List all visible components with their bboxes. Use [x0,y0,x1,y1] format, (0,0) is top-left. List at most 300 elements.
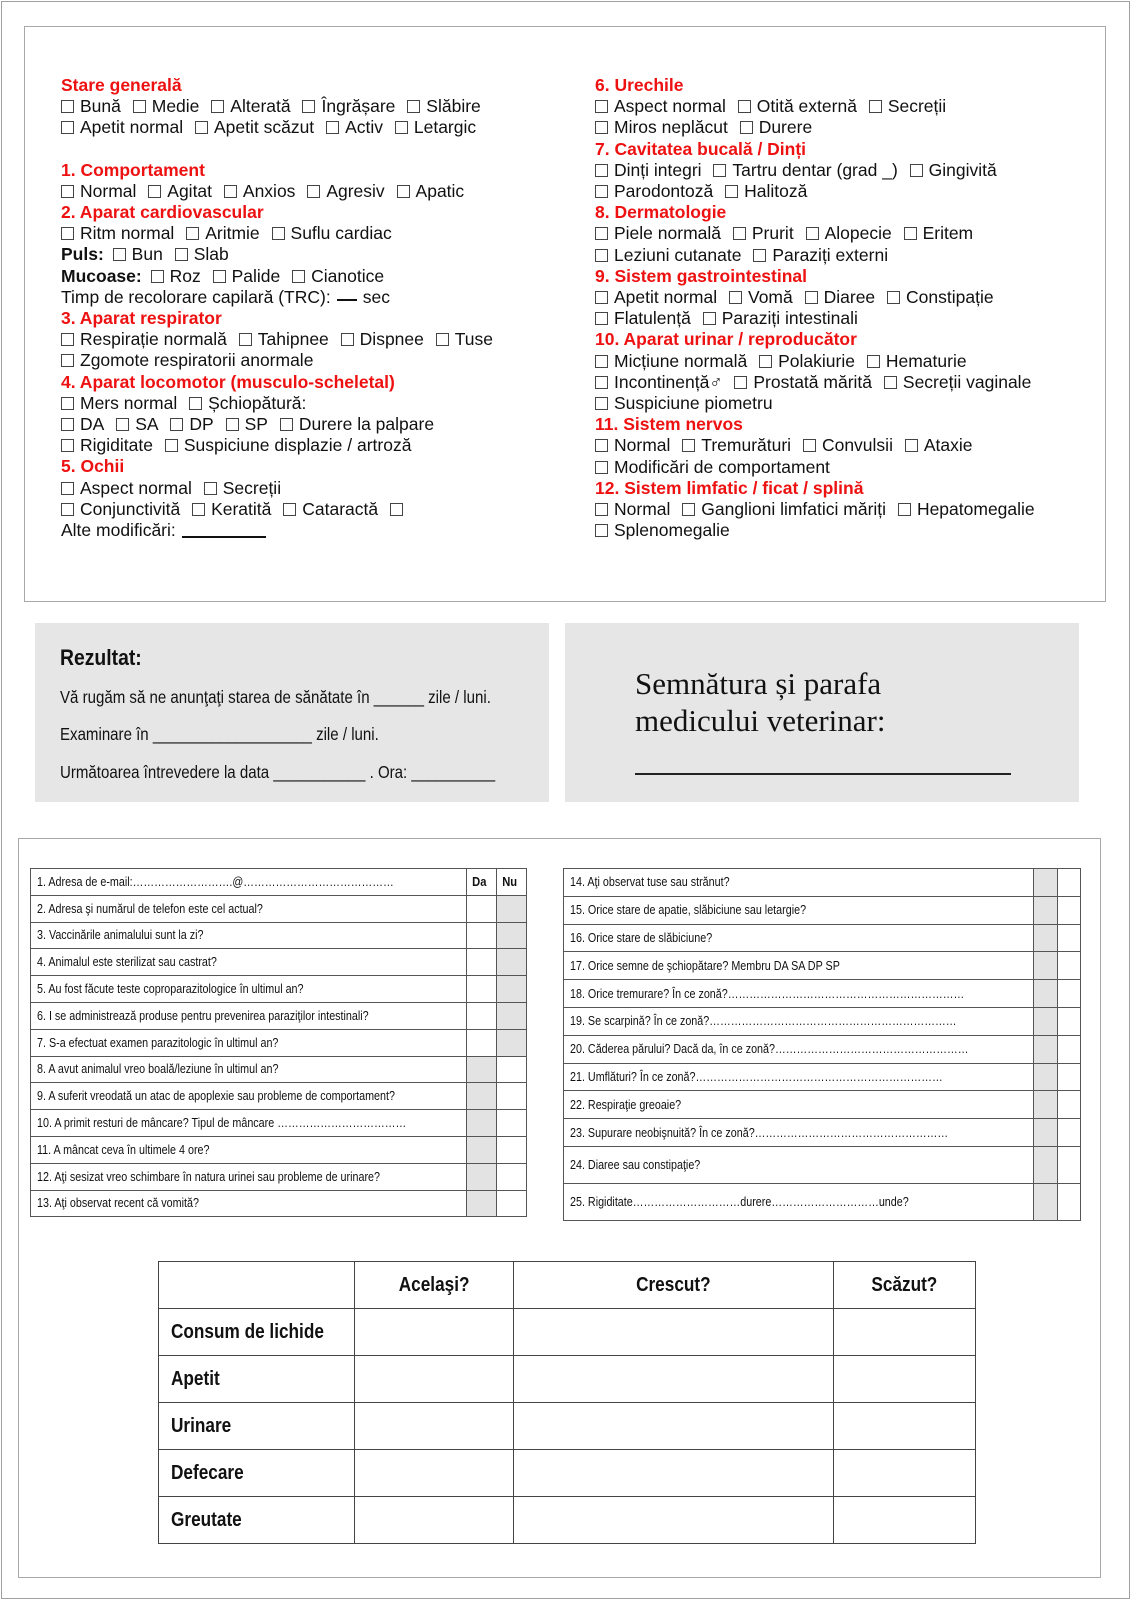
other-changes-row [61,520,561,541]
checkbox[interactable] [595,376,608,389]
checkbox-option[interactable]: Convulsii [803,435,893,455]
checkbox[interactable] [195,121,208,134]
question-cell: 5. Au fost făcute teste coproparazitologice în ultimul an? [31,976,467,1003]
answer-nu-cell[interactable] [1057,1091,1080,1119]
checkbox[interactable] [595,185,608,198]
answer-nu-cell[interactable] [1057,1035,1080,1063]
column-header-decreased: Scăzut? [834,1262,976,1309]
checkbox-option[interactable]: DP [170,414,213,434]
checkbox-option[interactable]: Ataxie [905,435,973,455]
checkbox[interactable] [729,291,742,304]
answer-nu-cell[interactable] [496,1190,526,1217]
cell-increased[interactable] [513,1356,834,1403]
checkbox-option[interactable]: Apatic [397,181,465,201]
cell-increased[interactable] [513,1497,834,1544]
other-changes-label: Alte modificări: [61,520,176,541]
table-row [564,1063,1081,1091]
checkbox[interactable] [806,227,819,240]
checkbox-option[interactable]: Respirație normală [61,329,227,349]
checkbox-option[interactable]: Ganglioni limfatici măriți [682,499,886,519]
option-row [595,160,1095,181]
answer-da-cell[interactable] [1034,1091,1057,1119]
checkbox-option[interactable]: Letargic [395,117,476,137]
answer-da-cell[interactable] [1034,1146,1057,1183]
checkbox-option[interactable]: Zgomote respiratorii anormale [61,350,313,370]
checkbox[interactable] [226,418,239,431]
table-row [159,1403,976,1450]
checkbox[interactable] [725,185,738,198]
cell-same[interactable] [354,1309,513,1356]
checkbox-option[interactable]: Suflu cardiac [272,223,392,243]
checkbox[interactable] [61,185,74,198]
change-comparison-table [158,1261,976,1544]
answer-nu-cell[interactable] [496,1083,526,1110]
checkbox[interactable] [397,185,410,198]
option-row [595,308,1095,329]
option-row [595,435,1095,456]
checkbox[interactable] [595,291,608,304]
checkbox[interactable] [61,482,74,495]
checkbox[interactable] [61,100,74,113]
result-examination-line[interactable]: Examinare în ___________________ zile / luni. [60,724,379,744]
checkbox[interactable] [272,227,285,240]
checkbox-option[interactable]: Roz [151,266,201,286]
checkbox[interactable] [733,227,746,240]
option-row [595,117,1095,138]
checkbox-option[interactable]: Rigiditate [61,435,153,455]
checkbox-option[interactable]: Secreții vaginale [884,372,1031,392]
checkbox-option[interactable]: Flatulență [595,308,691,328]
answer-da-cell[interactable] [467,949,497,976]
answer-nu-cell[interactable] [1057,896,1080,924]
checkbox-option[interactable]: Eritem [904,223,974,243]
mucoase-label: Mucoase: [61,265,142,286]
checkbox-option[interactable] [390,499,409,519]
checkbox-option[interactable]: Aritmie [186,223,259,243]
checkbox-option[interactable]: Tuse [436,329,493,349]
answer-da-cell[interactable] [467,976,497,1003]
checkbox[interactable] [682,503,695,516]
checkbox[interactable] [898,503,911,516]
checkbox-option[interactable]: Modificări de comportament [595,457,830,477]
question-cell: 21. Umflături? În ce zonă?…………………………………………………………… [564,1063,1034,1091]
question-cell: 3. Vaccinările animalului sunt la zi? [31,922,467,949]
checkbox[interactable] [595,121,608,134]
table-row [31,1110,527,1137]
checkbox[interactable] [280,418,293,431]
checkbox-option[interactable]: Polakiurie [759,351,855,371]
checkbox[interactable] [887,291,900,304]
checkbox-option[interactable]: Alterată [211,96,290,116]
checkbox[interactable] [595,524,608,537]
question-cell: 9. A suferit vreodată un atac de apoplexie sau probleme de comportament? [31,1083,467,1110]
checkbox-option[interactable]: Paraziți intestinali [703,308,858,328]
answer-da-cell[interactable] [1034,980,1057,1008]
checkbox[interactable] [713,164,726,177]
table-row [31,1190,527,1217]
checkbox[interactable] [61,397,74,410]
row-label: Greutate [159,1497,355,1544]
checkbox[interactable] [734,376,747,389]
checkbox[interactable] [151,270,164,283]
answer-nu-cell[interactable] [1057,1007,1080,1035]
checkbox-option[interactable]: Dinți integri [595,160,702,180]
checkbox[interactable] [307,185,320,198]
option-row [61,478,561,499]
question-cell: 22. Respiraţie greoaie? [564,1091,1034,1119]
checkbox[interactable] [905,439,918,452]
checkbox-option[interactable]: Vomă [729,287,793,307]
checkbox-option[interactable]: Conjunctivită [61,499,180,519]
checkbox[interactable] [595,355,608,368]
questionnaire-table-right [563,868,1081,1221]
table-row [159,1356,976,1403]
question-cell: 19. Se scarpină? În ce zonă?…………………………………………………………… [564,1007,1034,1035]
result-health-report-line[interactable]: Vă rugăm să ne anunţaţi starea de sănătate în ______ zile / luni. [60,687,491,707]
question-cell: 10. A primit resturi de mâncare? Tipul de mâncare ……………………………… [31,1110,467,1137]
cell-increased[interactable] [513,1309,834,1356]
checkbox[interactable] [595,397,608,410]
answer-nu-cell[interactable] [496,976,526,1003]
checkbox-option[interactable]: Îngrășare [302,96,395,116]
answer-nu-cell[interactable] [1057,869,1080,897]
checkbox[interactable] [61,418,74,431]
checkbox-option[interactable]: Hepatomegalie [898,499,1035,519]
column-header-nu: Nu [496,869,526,896]
table-row [564,1035,1081,1063]
question-cell: 12. Aţi sesizat vreo schimbare în natura urinei sau probleme de urinare? [31,1163,467,1190]
row-label: Urinare [159,1403,355,1450]
answer-nu-cell[interactable] [1057,924,1080,952]
cell-increased[interactable] [513,1403,834,1450]
clinical-exam-panel [24,26,1106,602]
exam-left-column [61,75,561,541]
checkbox-option[interactable]: Prostată mărită [734,372,872,392]
checkbox[interactable] [759,355,772,368]
checkbox[interactable] [292,270,305,283]
result-next-appointment-line[interactable]: Următoarea întrevedere la data ___________ . Ora: __________ [60,762,496,782]
checkbox[interactable] [61,503,74,516]
checkbox-option[interactable]: Aspect normal [595,96,726,116]
signature-field[interactable] [635,773,1011,775]
checkbox[interactable] [224,185,237,198]
table-row [564,1091,1081,1119]
checkbox[interactable] [595,164,608,177]
checkbox[interactable] [595,227,608,240]
checkbox-option[interactable]: Secreții [204,478,281,498]
checkbox-option[interactable]: Slăbire [407,96,480,116]
checkbox-option[interactable]: Suspiciune displazie / artroză [165,435,412,455]
checkbox-option[interactable]: Apetit normal [61,117,183,137]
checkbox[interactable] [738,100,751,113]
cell-increased[interactable] [513,1450,834,1497]
signature-box [565,623,1079,802]
cell-same[interactable] [354,1403,513,1450]
checkbox[interactable] [170,418,183,431]
trc-label: Timp de recolorare capilară (TRC): [61,286,331,307]
trc-row [61,287,561,308]
answer-nu-cell[interactable] [496,1163,526,1190]
checkbox[interactable] [595,249,608,262]
checkbox-option[interactable]: Leziuni cutanate [595,245,741,265]
checkbox[interactable] [204,482,217,495]
checkbox-option[interactable]: Apetit scăzut [195,117,314,137]
answer-da-cell[interactable] [1034,952,1057,980]
answer-da-cell[interactable] [1034,1183,1057,1220]
table-row [564,924,1081,952]
option-row [61,117,561,138]
option-row [61,435,561,456]
checkbox[interactable] [61,439,74,452]
checkbox-option[interactable]: Tremurături [682,435,791,455]
row-label: Apetit [159,1356,355,1403]
answer-da-cell[interactable] [467,1056,497,1083]
checkbox-option[interactable]: Bun [113,244,163,264]
cell-same[interactable] [354,1450,513,1497]
checkbox[interactable] [803,439,816,452]
section-title-gastro: 9. Sistem gastrointestinal [595,265,808,286]
column-header-da: Da [467,869,497,896]
checkbox[interactable] [61,333,74,346]
checkbox[interactable] [805,291,818,304]
option-row [595,223,1095,244]
checkbox[interactable] [869,100,882,113]
answer-da-cell[interactable] [1034,1063,1057,1091]
checkbox[interactable] [341,333,354,346]
checkbox-option[interactable]: Palide [213,266,281,286]
checkbox-option[interactable]: Tartru dentar (grad _) [713,160,897,180]
checkbox[interactable] [390,503,403,516]
checkbox-option[interactable]: Diaree [805,287,876,307]
answer-da-cell[interactable] [467,922,497,949]
checkbox[interactable] [904,227,917,240]
signature-label: Semnătura și parafa medicului veterinar: [635,666,886,738]
checkbox-option[interactable]: Gingivită [910,160,997,180]
checkbox[interactable] [189,397,202,410]
cell-decreased[interactable] [834,1309,976,1356]
option-row [595,457,1095,478]
checkbox-option[interactable]: Aspect normal [61,478,192,498]
checkbox[interactable] [61,121,74,134]
table-row [564,869,1081,897]
checkbox-option[interactable]: Secreții [869,96,946,116]
checkbox[interactable] [192,503,205,516]
checkbox[interactable] [213,270,226,283]
checkbox[interactable] [148,185,161,198]
checkbox-option[interactable]: Cianotice [292,266,384,286]
answer-da-cell[interactable] [467,1163,497,1190]
option-row [595,372,1095,393]
checkbox[interactable] [407,100,420,113]
answer-da-cell[interactable] [467,1190,497,1217]
checkbox-option[interactable]: Micțiune normală [595,351,747,371]
checkbox-option[interactable]: Dispnee [341,329,424,349]
checkbox-option[interactable]: Șchiopătură: [189,393,306,413]
checkbox-option[interactable]: SA [116,414,158,434]
answer-da-cell[interactable] [1034,1119,1057,1147]
other-changes-input[interactable] [182,536,266,538]
answer-nu-cell[interactable] [1057,1063,1080,1091]
checkbox[interactable] [595,461,608,474]
checkbox-option[interactable]: Bună [61,96,121,116]
checkbox-option[interactable]: Mers normal [61,393,177,413]
checkbox[interactable] [165,439,178,452]
question-cell: 15. Orice stare de apatie, slăbiciune sau letargie? [564,896,1034,924]
answer-da-cell[interactable] [467,1110,497,1137]
table-row [159,1497,976,1544]
checkbox-option[interactable]: Agitat [148,181,212,201]
checkbox-option[interactable]: Halitoză [725,181,807,201]
table-row [31,895,527,922]
section-title-urinary: 10. Aparat urinar / reproducător [595,329,857,350]
checkbox-option[interactable]: Normal [595,435,670,455]
option-row [61,499,561,520]
answer-nu-cell[interactable] [496,895,526,922]
question-cell: 8. A avut animalul vreo boală/leziune în ultimul an? [31,1056,467,1083]
table-row [564,1119,1081,1147]
checkbox[interactable] [682,439,695,452]
checkbox[interactable] [116,418,129,431]
table-row [564,1007,1081,1035]
answer-nu-cell[interactable] [496,949,526,976]
checkbox[interactable] [211,100,224,113]
answer-nu-cell[interactable] [1057,1183,1080,1220]
checkbox-option[interactable]: Durere [740,117,813,137]
checkbox-option[interactable]: Cataractă [283,499,378,519]
option-row [595,181,1095,202]
answer-da-cell[interactable] [467,895,497,922]
cell-same[interactable] [354,1356,513,1403]
checkbox[interactable] [753,249,766,262]
checkbox[interactable] [395,121,408,134]
section-title-dermatology: 8. Dermatologie [595,202,727,223]
option-row [61,223,561,244]
answer-nu-cell[interactable] [1057,952,1080,980]
checkbox[interactable] [884,376,897,389]
checkbox[interactable] [175,248,188,261]
answer-da-cell[interactable] [467,1083,497,1110]
question-cell: 20. Căderea părului? Dacă da, în ce zonă?……………………………………………… [564,1035,1034,1063]
checkbox[interactable] [113,248,126,261]
checkbox[interactable] [133,100,146,113]
column-header-empty [159,1262,355,1309]
answer-nu-cell[interactable] [1057,1119,1080,1147]
question-cell: 2. Adresa şi numărul de telefon este cel actual? [31,895,467,922]
checkbox-option[interactable]: Tahipnee [239,329,329,349]
checkbox[interactable] [595,503,608,516]
checkbox[interactable] [595,439,608,452]
answer-nu-cell[interactable] [496,1056,526,1083]
checkbox-option[interactable]: Prurit [733,223,794,243]
answer-da-cell[interactable] [1034,1035,1057,1063]
cell-decreased[interactable] [834,1497,976,1544]
checkbox[interactable] [61,227,74,240]
question-cell: 25. Rigiditate…………………………durere…………………………unde? [564,1183,1034,1220]
option-row [595,96,1095,117]
checkbox[interactable] [326,121,339,134]
result-title: Rezultat: [60,645,142,670]
checkbox-option[interactable]: Incontinență♂ [595,372,722,392]
checkbox-option[interactable]: Medie [133,96,200,116]
checkbox-option[interactable]: Miros neplăcut [595,117,728,137]
checkbox-option[interactable]: Keratită [192,499,271,519]
checkbox-option[interactable]: Paraziți externi [753,245,888,265]
table-row [31,976,527,1003]
answer-nu-cell[interactable] [496,1110,526,1137]
answer-da-cell[interactable] [1034,869,1057,897]
checkbox-option[interactable]: Apetit normal [595,287,717,307]
exam-right-column [595,75,1095,541]
checkbox-option[interactable]: Constipație [887,287,994,307]
checkbox-option[interactable]: Otită externă [738,96,857,116]
checkbox[interactable] [595,100,608,113]
answer-nu-cell[interactable] [496,1136,526,1163]
checkbox[interactable] [867,355,880,368]
checkbox[interactable] [740,121,753,134]
checkbox-option[interactable]: Agresiv [307,181,384,201]
checkbox-option[interactable]: Normal [61,181,136,201]
checkbox-option[interactable]: Parodontoză [595,181,713,201]
answer-da-cell[interactable] [467,1029,497,1056]
checkbox[interactable] [703,312,716,325]
section-title-locomotor: 4. Aparat locomotor (musculo-scheletal) [61,371,395,392]
table-row [159,1309,976,1356]
checkbox[interactable] [910,164,923,177]
cell-same[interactable] [354,1497,513,1544]
option-row [61,96,561,117]
checkbox[interactable] [186,227,199,240]
checkbox-option[interactable]: DA [61,414,104,434]
answer-nu-cell[interactable] [496,1002,526,1029]
answer-da-cell[interactable] [467,1002,497,1029]
answer-nu-cell[interactable] [496,922,526,949]
option-row [61,414,561,435]
checkbox[interactable] [283,503,296,516]
checkbox-option[interactable]: Suspiciune piometru [595,393,773,413]
checkbox[interactable] [595,312,608,325]
checkbox-option[interactable]: SP [226,414,268,434]
checkbox[interactable] [436,333,449,346]
answer-nu-cell[interactable] [496,1029,526,1056]
checkbox-option[interactable]: Durere la palpare [280,414,434,434]
checkbox-option[interactable]: Hematurie [867,351,967,371]
checkbox-option[interactable]: Slab [175,244,229,264]
checkbox[interactable] [61,354,74,367]
option-row [595,520,1095,541]
checkbox-option[interactable]: Piele normală [595,223,721,243]
question-cell: 23. Supurare neobişnuită? În ce zonă?……………………………………………… [564,1119,1034,1147]
checkbox[interactable] [302,100,315,113]
answer-da-cell[interactable] [1034,896,1057,924]
answer-da-cell[interactable] [467,1136,497,1163]
checkbox-option[interactable]: Splenomegalie [595,520,730,540]
trc-input[interactable] [337,299,357,301]
answer-nu-cell[interactable] [1057,980,1080,1008]
checkbox-option[interactable]: Anxios [224,181,296,201]
checkbox-option[interactable]: Activ [326,117,383,137]
checkbox-option[interactable]: Alopecie [806,223,892,243]
cell-decreased[interactable] [834,1403,976,1450]
answer-da-cell[interactable] [1034,924,1057,952]
answer-da-cell[interactable] [1034,1007,1057,1035]
checkbox-option[interactable]: Ritm normal [61,223,174,243]
answer-nu-cell[interactable] [1057,1146,1080,1183]
cell-decreased[interactable] [834,1450,976,1497]
checkbox-option[interactable]: Normal [595,499,670,519]
cell-decreased[interactable] [834,1356,976,1403]
question-cell: 4. Animalul este sterilizat sau castrat? [31,949,467,976]
checkbox[interactable] [239,333,252,346]
